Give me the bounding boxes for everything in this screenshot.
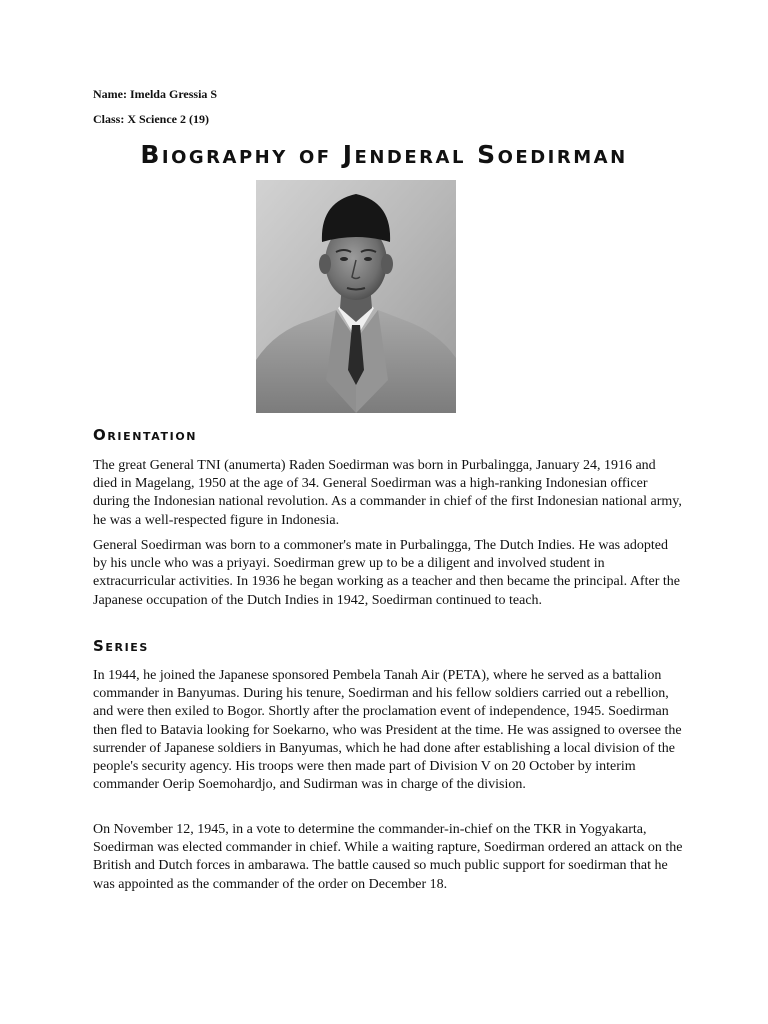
section-heading-orientation: Orientation	[93, 426, 198, 444]
paragraph-orientation-1: The great General TNI (anumerta) Raden Soedirman was born in Purbalingga, January 24, 1916 and died in Magelang, 1950 at the age of 34. General Soedirman was a high-ranking Indonesian officer during the Indonesian national revolution. As a commander in chief of the first Indonesian national army, he was a well-respected figure in Indonesia.	[93, 458, 682, 528]
paragraph-series-2: On November 12, 1945, in a vote to determine the commander-in-chief on the TKR in Yogyakarta, Soedirman was elected commander in chief. While a waiting rapture, Soedirman ordered an attack on the British and Dutch forces in ambarawa. The battle caused so much public support for soedirman that he was appointed as the commander of the order on December 18.	[93, 822, 683, 892]
student-class: Class: X Science 2 (19)	[93, 112, 209, 126]
document-title: Biography of Jenderal Soedirman	[140, 140, 628, 169]
section-heading-series: Series	[93, 637, 149, 655]
student-name: Name: Imelda Gressia S	[93, 87, 218, 101]
portrait-photo	[256, 180, 456, 413]
paragraph-orientation-2: General Soedirman was born to a commoner's mate in Purbalingga, The Dutch Indies. He was adopted by his uncle who was a priyayi. Soedirman grew up to be a diligent and involved student in extracurricular activities. In 1936 he began working as a teacher and then became the principal. After the Japanese occupation of the Dutch Indies in 1942, Soedirman continued to teach.	[93, 538, 680, 608]
paragraph-series-1: In 1944, he joined the Japanese sponsored Pembela Tanah Air (PETA), where he served as a battalion commander in Banyumas. During his tenure, Soedirman and his fellow soldiers carried out a rebellion, and were then exiled to Bogor. Shortly after the proclamation event of independence, 1945. Soedirman then fled to Batavia looking for Soekarno, who was President at the time. He was assigned to oversee the surrender of Japanese soldiers in Banyumas, which he had done after establishing a local division of the people's security agency. His troops were then made part of Division V on 20 October by interim commander Oerip Soemohardjo, and Sudirman was in charge of the division.	[93, 668, 682, 793]
